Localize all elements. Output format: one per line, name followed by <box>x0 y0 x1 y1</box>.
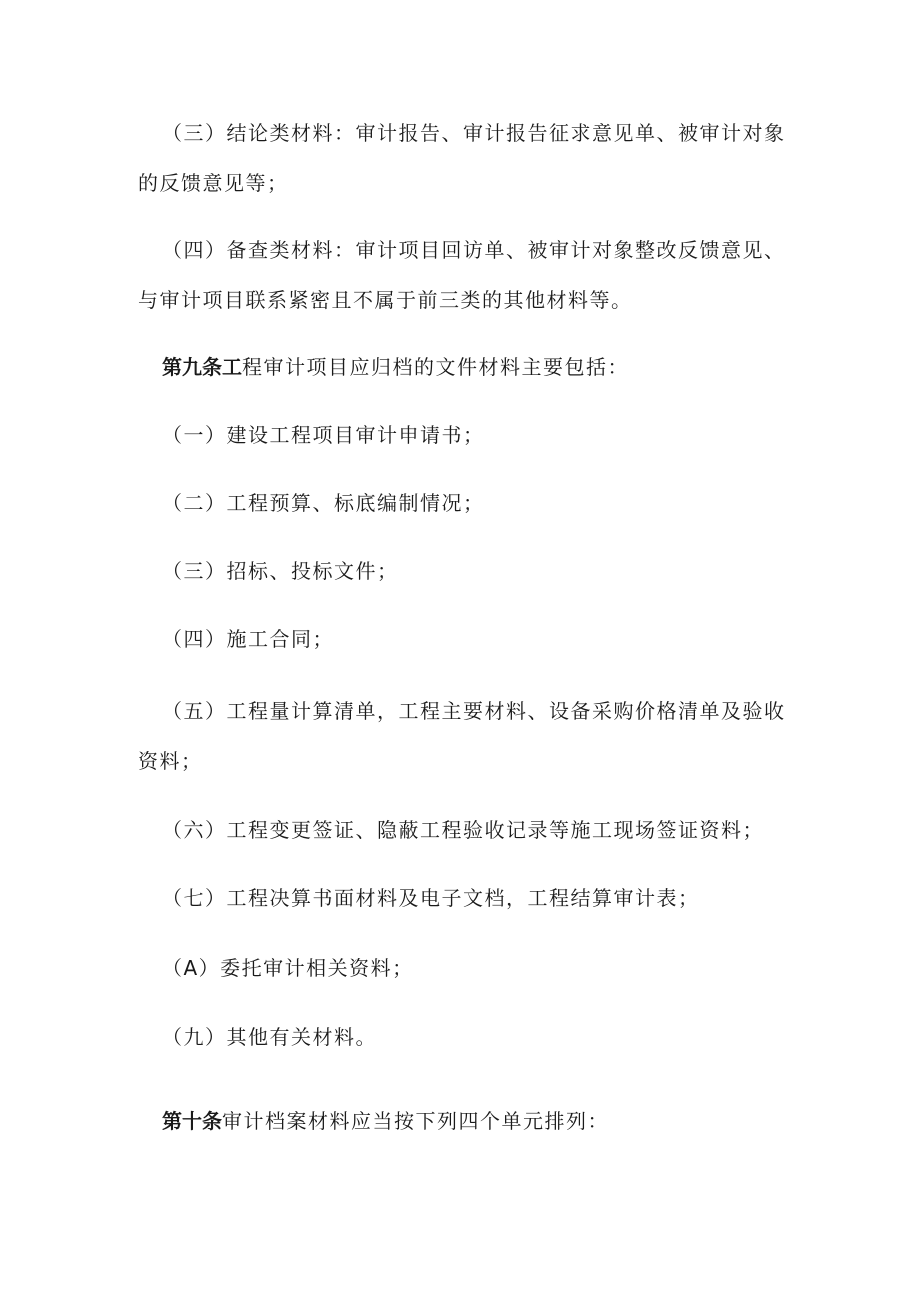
list-item: （五）工程量计算清单，工程主要材料、设备采购价格清单及验收资料； <box>138 699 786 773</box>
article-9 <box>162 342 822 392</box>
list-item: （三）招标、投标文件； <box>162 559 399 583</box>
list-item: （九）其他有关材料。 <box>162 1025 377 1049</box>
list-item: （六）工程变更签证、隐蔽工程验收记录等施工现场签证资料； <box>162 818 764 842</box>
article-10-text: 审计档案材料应当按下列四个单元排列： <box>222 1109 609 1133</box>
list-item: （一）建设工程项目审计申请书； <box>162 423 485 447</box>
list-item: （七）工程决算书面材料及电子文档，工程结算审计表； <box>162 886 700 910</box>
article-9-text: 程审计项目应归档的文件材料主要包括： <box>242 355 629 379</box>
article-9-heading: 第九条工 <box>162 355 242 379</box>
paragraph-conclusion-materials: （三）结论类材料：审计报告、审计报告征求意见单、被审计对象的反馈意见等； <box>138 121 786 195</box>
list-item: （二）工程预算、标底编制情况； <box>162 491 485 515</box>
article-10-heading: 第十条 <box>162 1109 222 1133</box>
article-10 <box>162 1096 822 1146</box>
list-item: （四）施工合同； <box>162 627 334 651</box>
paragraph-reference-materials: （四）备查类材料：审计项目回访单、被审计对象整改反馈意见、与审计项目联系紧密且不属于前三类的其他材料等。 <box>138 238 786 312</box>
list-item: （A）委托审计相关资料； <box>162 956 414 980</box>
